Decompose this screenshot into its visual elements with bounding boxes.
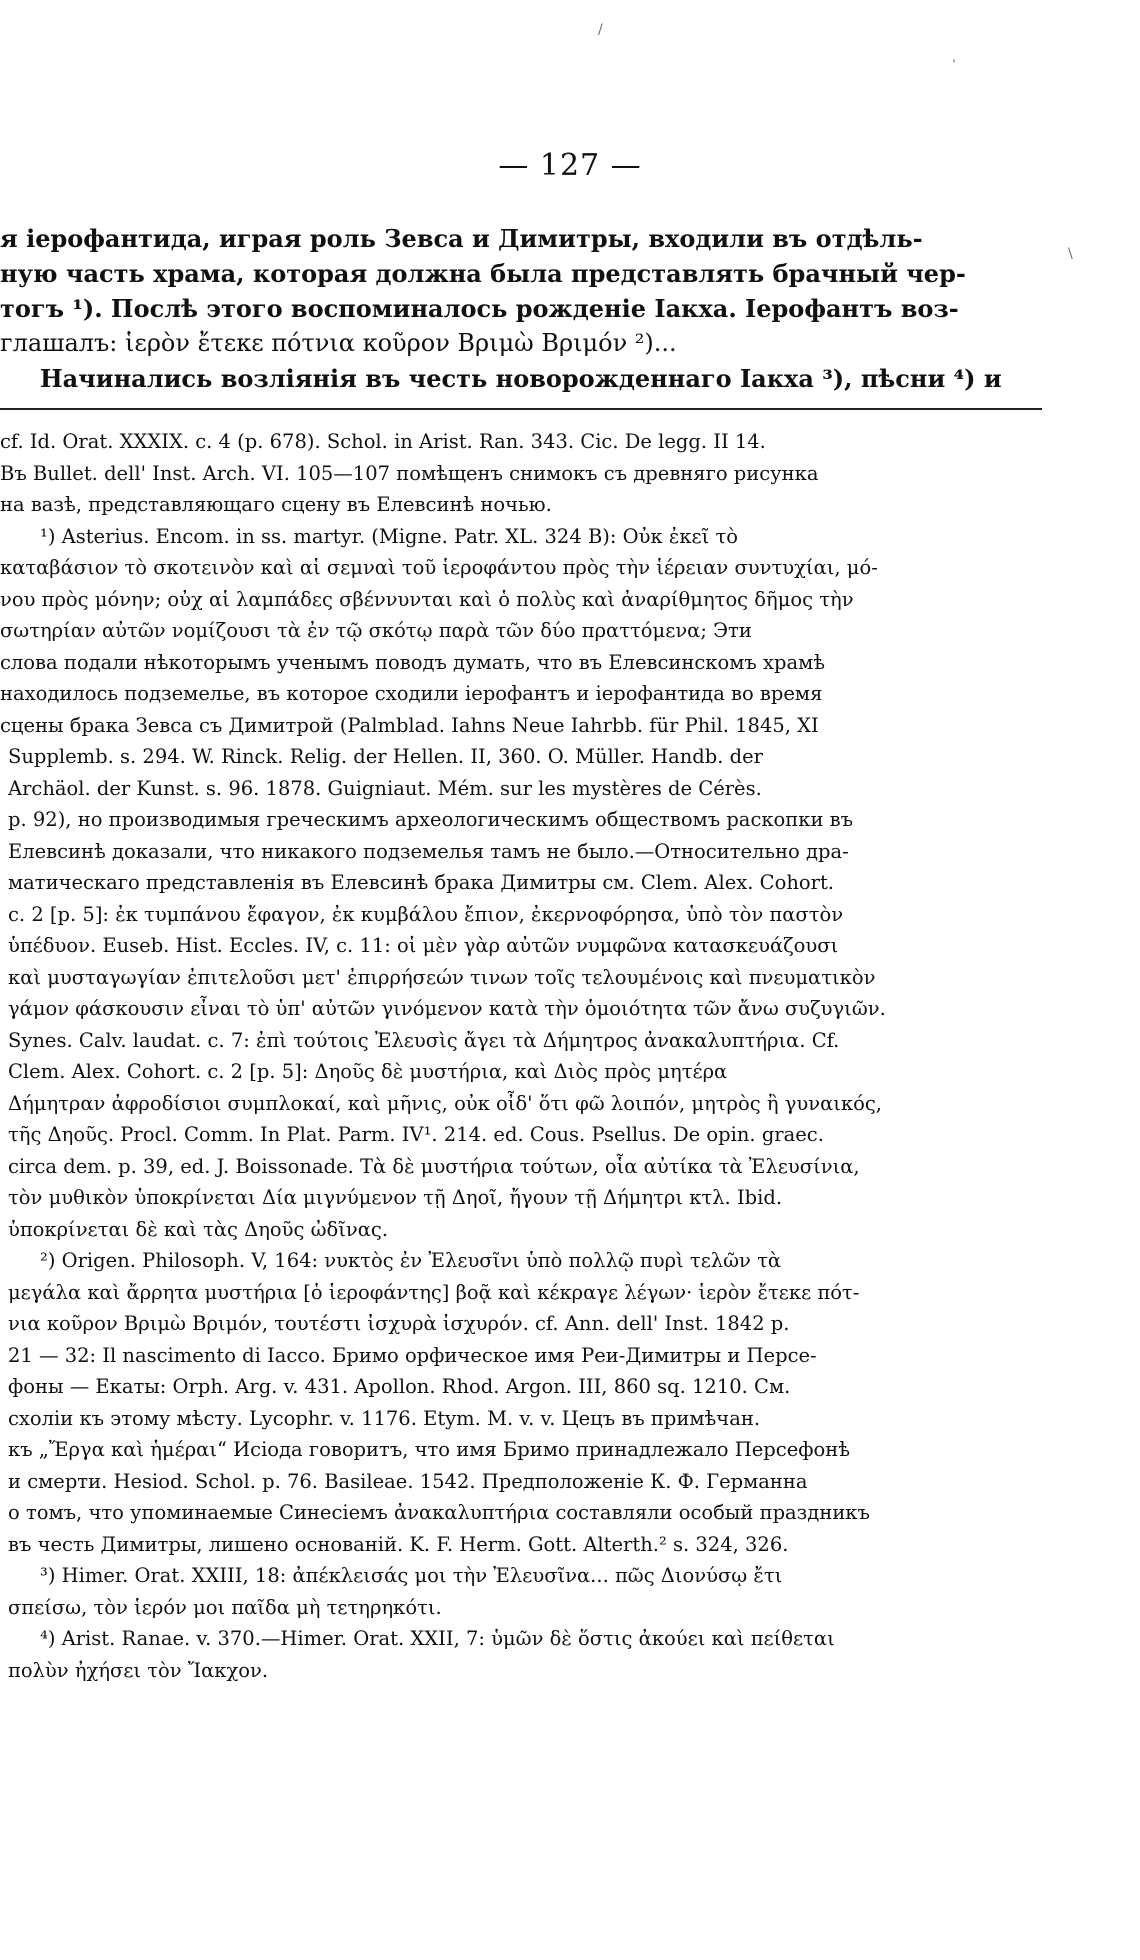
footnote-line: ὑπέδυον. Euseb. Hist. Eccles. IV, c. 11: οἱ μὲν γὰρ αὐτῶν νυμφῶνα κατασκευάζουσι xyxy=(8,934,839,957)
footnote-line: circa dem. p. 39, ed. J. Boissonade. Τὰ δὲ μυστήρια τούτων, οἷα αὐτίκα τὰ Ἐλευσίνια, xyxy=(8,1154,860,1178)
main-text xyxy=(0,221,1100,396)
footnote-line: ³) Himer. Orat. XXIII, 18: ἀπέκλεισάς μοι τὴν Ἐλευσῖνα... πῶς Διονύσῳ ἔτι xyxy=(40,1564,783,1587)
footnote-line: ⁴) Arist. Ranae. v. 370.—Himer. Orat. XXII, 7: ὑμῶν δὲ ὅστις ἀκούει καὶ πείθεται xyxy=(40,1627,835,1650)
footnote-line: σπείσω, τὸν ἱερόν μοι παῖδα μὴ τετηρηκότι. xyxy=(8,1595,442,1619)
footnote-line: c. 2 [p. 5]: ἐκ τυμπάνου ἔφαγον, ἐκ κυμβάλου ἔπιον, ἐκερνοφόρησα, ὑπὸ τὸν παστὸν xyxy=(8,902,844,926)
footnote-line: сцены брака Зевса съ Димитрой (Palmblad. Iahns Neue Iahrbb. für Phil. 1845, XI xyxy=(0,713,819,737)
footnote-line: ὑποκρίνεται δὲ καὶ τὰς Δηοῦς ὠδῖνας. xyxy=(8,1217,389,1241)
footnote-line: Archäol. der Kunst. s. 96. 1878. Guigniaut. Mém. sur les mystères de Cérès. xyxy=(8,776,762,800)
main-text-line: ную часть храма, которая должна была представлять брачный чер- xyxy=(0,259,966,288)
footnote-line: γάμον φάσκουσιν εἶναι τὸ ὑπ' αὐτῶν γινόμενον κατὰ τὴν ὁμοιότητα τῶν ἄνω συζυγιῶν. xyxy=(8,997,886,1020)
footnote-line: 21 — 32: Il nascimento di Iacco. Бримо орфическое имя Реи-Димитры и Персе- xyxy=(8,1343,817,1367)
footnote-line: фоны — Екаты: Orph. Arg. v. 431. Apollon. Rhod. Argon. III, 860 sq. 1210. См. xyxy=(8,1375,791,1398)
footnotes xyxy=(0,426,1100,1686)
footnote-line: Clem. Alex. Cohort. c. 2 [p. 5]: Δηοῦς δὲ μυστήρια, καὶ Διὸς πρὸς μητέρα xyxy=(8,1060,728,1083)
scan-mark: ˈ xyxy=(952,58,956,74)
footnote-line: p. 92), но производимыя греческимъ археологическимъ обществомъ раскопки въ xyxy=(8,808,854,831)
footnote-line: матическаго представленія въ Елевсинѣ брака Димитры см. Clem. Alex. Cohort. xyxy=(8,871,834,894)
footnote-line: τὸν μυθικὸν ὑποκρίνεται Δία μιγνύμενον τῇ Δηοῖ, ἤγουν τῇ Δήμητρι κτλ. Ibid. xyxy=(8,1186,783,1209)
footnote-line: Supplemb. s. 294. W. Rinck. Relig. der Hellen. II, 360. O. Müller. Handb. der xyxy=(8,745,763,768)
footnote-line: καταβάσιον τὸ σκοτεινὸν καὶ αἱ σεμναὶ τοῦ ἱεροφάντου πρὸς τὴν ἱέρειαν συντυχίαι, μό- xyxy=(0,556,878,579)
footnote-line: Елевсинѣ доказали, что никакого подземелья тамъ не было.—Относительно дра- xyxy=(8,839,849,863)
footnote-line: ¹) Asterius. Encom. in ss. martyr. (Migne. Patr. XL. 324 B): Οὐκ ἐκεῖ τὸ xyxy=(40,524,739,548)
footnote-line: на вазѣ, представляющаго сцену въ Елевсинѣ ночью. xyxy=(0,493,552,516)
footnote-line: ²) Origen. Philosoph. V, 164: νυκτὸς ἐν Ἐλευσῖνι ὑπὸ πολλῷ πυρὶ τελῶν τὰ xyxy=(40,1249,782,1272)
scan-mark: / xyxy=(598,22,603,38)
footnote-line: о томъ, что упоминаемые Синесіемъ ἀνακαλυπτήρια составляли особый праздникъ xyxy=(8,1501,870,1524)
footnote-line: къ „Ἔργα καὶ ἡμέραι“ Исіода говоритъ, что имя Бримо принадлежало Персефонѣ xyxy=(8,1438,850,1461)
main-text-line: Начинались возліянія въ честь новорожденнаго Іакха ³), пѣсни ⁴) и xyxy=(40,364,1002,393)
main-text-line: тогъ ¹). Послѣ этого воспоминалось рожденіе Іакха. Іерофантъ воз- xyxy=(0,294,959,323)
footnote-line: τῆς Δηοῦς. Procl. Comm. In Plat. Parm. IV¹. 214. ed. Cous. Psellus. De opin. graec. xyxy=(8,1123,824,1146)
footnote-line: Synes. Calv. laudat. c. 7: ἐπὶ τούτοις Ἐλευσὶς ἄγει τὰ Δήμητρος ἀνακαλυπτήρια. Cf. xyxy=(8,1028,840,1052)
footnote-line: въ честь Димитры, лишено основаній. K. F. Herm. Gott. Alterth.² s. 324, 326. xyxy=(8,1532,789,1556)
main-text-line: глашалъ: ἱερὸν ἔτεκε πότνια κοῦρον Βριμὼ Βριμόν ²)... xyxy=(0,329,677,357)
scan-mark: \ xyxy=(1068,246,1073,262)
footnote-line: καὶ μυσταγωγίαν ἐπιτελοῦσι μετ' ἐπιρρήσεών τινων τοῖς τελουμένοις καὶ πνευματικὸν xyxy=(8,965,876,989)
footnote-line: σωτηρίαν αὐτῶν νομίζουσι τὰ ἐν τῷ σκότῳ παρὰ τῶν δύο πραττόμενα; Эти xyxy=(0,619,752,642)
footnote-line: слова подали нѣкоторымъ ученымъ поводъ думать, что въ Елевсинскомъ храмѣ xyxy=(0,650,826,674)
footnote-line: и смерти. Hesiod. Schol. p. 76. Basileae. 1542. Предположеніе К. Ф. Германна xyxy=(8,1469,808,1493)
main-text-line: я іерофантида, играя роль Зевса и Димитры, входили въ отдѣль- xyxy=(0,224,923,253)
footnote-line: μεγάλα καὶ ἄρρητα μυστήρια [ὁ ἱεροφάντης] βοᾷ καὶ κέκραγε λέγων· ἱερὸν ἔτεκε πότ- xyxy=(8,1280,860,1304)
footnote-line: cf. Id. Orat. XXXIX. c. 4 (p. 678). Schol. in Arist. Ran. 343. Cic. De legg. II 14. xyxy=(0,430,766,453)
footnote-line: νου πρὸς μόνην; οὐχ αἱ λαμπάδες σβέννυνται καὶ ὁ πολὺς καὶ ἀναρίθμητος δῆμος τὴν xyxy=(0,587,854,611)
footnote-separator xyxy=(0,408,1042,410)
footnote-line: находилось подземелье, въ которое сходили іерофантъ и іерофантида во время xyxy=(0,682,823,705)
footnote-line: схоліи къ этому мѣсту. Lycophr. v. 1176. Etym. M. v. v. Цецъ въ примѣчан. xyxy=(8,1406,761,1430)
page-number: — 127 — xyxy=(498,148,642,183)
footnote-line: νια κοῦρον Βριμὼ Βριμόν, τουτέστι ἰσχυρὰ ἰσχυρόν. cf. Ann. dell' Inst. 1842 p. xyxy=(8,1312,790,1335)
footnote-line: πολὺν ἠχήσει τὸν Ἴακχον. xyxy=(8,1658,269,1682)
footnote-line: Δήμητραν ἀφροδίσιοι συμπλοκαί, καὶ μῆνις, οὐκ οἶδ' ὅτι φῶ λοιπόν, μητρὸς ἢ γυναικός, xyxy=(8,1091,882,1115)
footnote-line: Въ Bullet. dell' Inst. Arch. VI. 105—107 помѣщенъ снимокъ съ древняго рисунка xyxy=(0,461,819,485)
